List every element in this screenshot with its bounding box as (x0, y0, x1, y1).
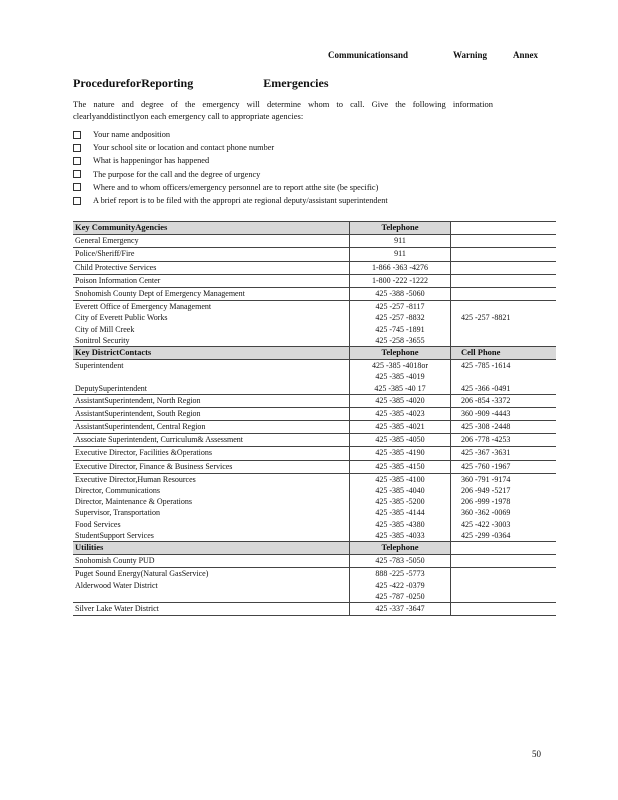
header-part-3: Annex (512, 50, 538, 60)
bullet-item (73, 154, 513, 167)
contact-cell: 425 -257 -8821 (451, 301, 557, 347)
contact-name: Police/Sheriff/Fire (73, 248, 350, 261)
bullet-item (73, 194, 513, 207)
checkbox-icon (73, 144, 81, 152)
section-label: Key DistrictContacts (73, 346, 350, 359)
contact-cell (451, 603, 557, 616)
contact-cell: 360 -791 -9174 206 -949 -5217 206 -999 -1978 360 -362 -0069 425 -422 -3003 425 -299 -0364 (451, 473, 557, 541)
table-row (73, 434, 556, 447)
contact-name: AssistantSuperintendent, Central Region (73, 421, 350, 434)
contact-phone: 425 -385 -4050 (350, 434, 451, 447)
table-row (73, 394, 556, 407)
bullet-text: The purpose for the call and the degree of urgency (93, 169, 261, 179)
contact-name: Everett Office of Emergency Management City of Everett Public Works City of Mill Creek Sonitrol Security (73, 301, 350, 347)
page-title (73, 76, 373, 91)
bullet-item (73, 168, 513, 181)
contact-cell (451, 568, 557, 603)
header-part-1: Communicationsand (328, 50, 409, 60)
contact-name: Child Protective Services (73, 261, 350, 274)
contact-cell: 425 -785 -1614 425 -366 -0491 (451, 360, 557, 395)
contact-phone: 425 -385 -4150 (350, 460, 451, 473)
contact-phone: 911 (350, 248, 451, 261)
contact-phone: 425 -257 -8117 425 -257 -8832 425 -745 -1891 425 -258 -3655 (350, 301, 451, 347)
table-row (73, 261, 556, 274)
contact-cell (451, 248, 557, 261)
table-row (73, 447, 556, 460)
telephone-header: Telephone (350, 542, 451, 555)
table-row (73, 473, 556, 541)
page-number: 50 (532, 749, 541, 759)
section-label: Utilities (73, 542, 350, 555)
contact-name: Superintendent DeputySuperintendent (73, 360, 350, 395)
contact-phone: 425 -385 -4020 (350, 394, 451, 407)
table-row (73, 407, 556, 420)
title-part-1: ProcedureforReporting (73, 76, 194, 90)
contact-phone: 1-800 -222 -1222 (350, 274, 451, 287)
table-row (73, 460, 556, 473)
contacts-table (73, 221, 556, 616)
contact-cell (451, 261, 557, 274)
bullet-text: Your name andposition (93, 130, 171, 140)
table-row (73, 235, 556, 248)
contact-phone: 425 -388 -5060 (350, 287, 451, 300)
bullet-item (73, 181, 513, 194)
header-part-2: Warning (452, 50, 487, 60)
contact-phone: 1-866 -363 -4276 (350, 261, 451, 274)
intro-paragraph: The nature and degree of the emergency will determine whom to call. Give the following information clearlyanddistinctlyon each emergency call to appropriate agencies: (73, 99, 493, 121)
contact-name: Associate Superintendent, Curriculum& Assessment (73, 434, 350, 447)
bullet-text: A brief report is to be filed with the appropri ate regional deputy/assistant superintendent (93, 196, 388, 206)
section-header-community (73, 222, 556, 235)
bullet-list (73, 128, 513, 207)
bullet-text: Your school site or location and contact phone number (93, 143, 275, 153)
checkbox-icon (73, 170, 81, 178)
checkbox-icon (73, 131, 81, 139)
contact-phone: 911 (350, 235, 451, 248)
contact-cell: 206 -778 -4253 (451, 434, 557, 447)
contact-phone: 425 -783 -5050 (350, 555, 451, 568)
table-row (73, 568, 556, 603)
contact-cell: 425 -367 -3631 (451, 447, 557, 460)
table-row (73, 360, 556, 395)
table-row (73, 248, 556, 261)
table-row (73, 603, 556, 616)
contact-name: Executive Director, Finance & Business Services (73, 460, 350, 473)
telephone-header: Telephone (350, 222, 451, 235)
contact-name: AssistantSuperintendent, South Region (73, 407, 350, 420)
contact-cell (451, 555, 557, 568)
telephone-header: Telephone (350, 346, 451, 359)
table-row (73, 421, 556, 434)
contact-phone: 888 -225 -5773 425 -422 -0379 425 -787 -0250 (350, 568, 451, 603)
contact-name: Executive Director,Human Resources Director, Communications Director, Maintenance & Operations Supervisor, Transportation Food Services StudentSupport Services (73, 473, 350, 541)
contact-name: Puget Sound Energy(Natural GasService) Alderwood Water District (73, 568, 350, 603)
bullet-item (73, 128, 513, 141)
contact-phone: 425 -385 -4023 (350, 407, 451, 420)
contact-cell: 360 -909 -4443 (451, 407, 557, 420)
checkbox-icon (73, 183, 81, 191)
contact-cell (451, 235, 557, 248)
contact-name: Snohomish County Dept of Emergency Management (73, 287, 350, 300)
contact-name: Silver Lake Water District (73, 603, 350, 616)
table-row (73, 555, 556, 568)
cell-header (451, 222, 557, 235)
cell-header (451, 542, 557, 555)
contact-name: Poison Information Center (73, 274, 350, 287)
contact-cell: 425 -308 -2448 (451, 421, 557, 434)
table-row (73, 274, 556, 287)
bullet-text: Where and to whom officers/emergency personnel are to report atthe site (be specific) (93, 182, 379, 192)
contact-phone: 425 -385 -4021 (350, 421, 451, 434)
section-header-utilities (73, 542, 556, 555)
bullet-text: What is happeningor has happened (93, 156, 210, 166)
contact-name: Snohomish County PUD (73, 555, 350, 568)
cell-header: Cell Phone (451, 346, 557, 359)
contact-phone: 425 -385 -4190 (350, 447, 451, 460)
contact-cell (451, 287, 557, 300)
checkbox-icon (73, 197, 81, 205)
contact-name: Executive Director, Facilities &Operations (73, 447, 350, 460)
contact-name: General Emergency (73, 235, 350, 248)
contact-cell (451, 274, 557, 287)
section-header-district (73, 346, 556, 359)
contact-phone: 425 -385 -4100 425 -385 -4040 425 -385 -5200 425 -385 -4144 425 -385 -4380 425 -385 -4033 (350, 473, 451, 541)
contact-name: AssistantSuperintendent, North Region (73, 394, 350, 407)
table-row (73, 287, 556, 300)
section-label: Key CommunityAgencies (73, 222, 350, 235)
contact-phone: 425 -385 -4018or 425 -385 -4019 425 -385 -40 17 (350, 360, 451, 395)
contact-phone: 425 -337 -3647 (350, 603, 451, 616)
contact-cell: 425 -760 -1967 (451, 460, 557, 473)
bullet-item (73, 141, 513, 154)
contact-cell: 206 -854 -3372 (451, 394, 557, 407)
table-row (73, 301, 556, 347)
checkbox-icon (73, 157, 81, 165)
annex-header (328, 50, 538, 60)
title-part-2: Emergencies (263, 76, 329, 90)
